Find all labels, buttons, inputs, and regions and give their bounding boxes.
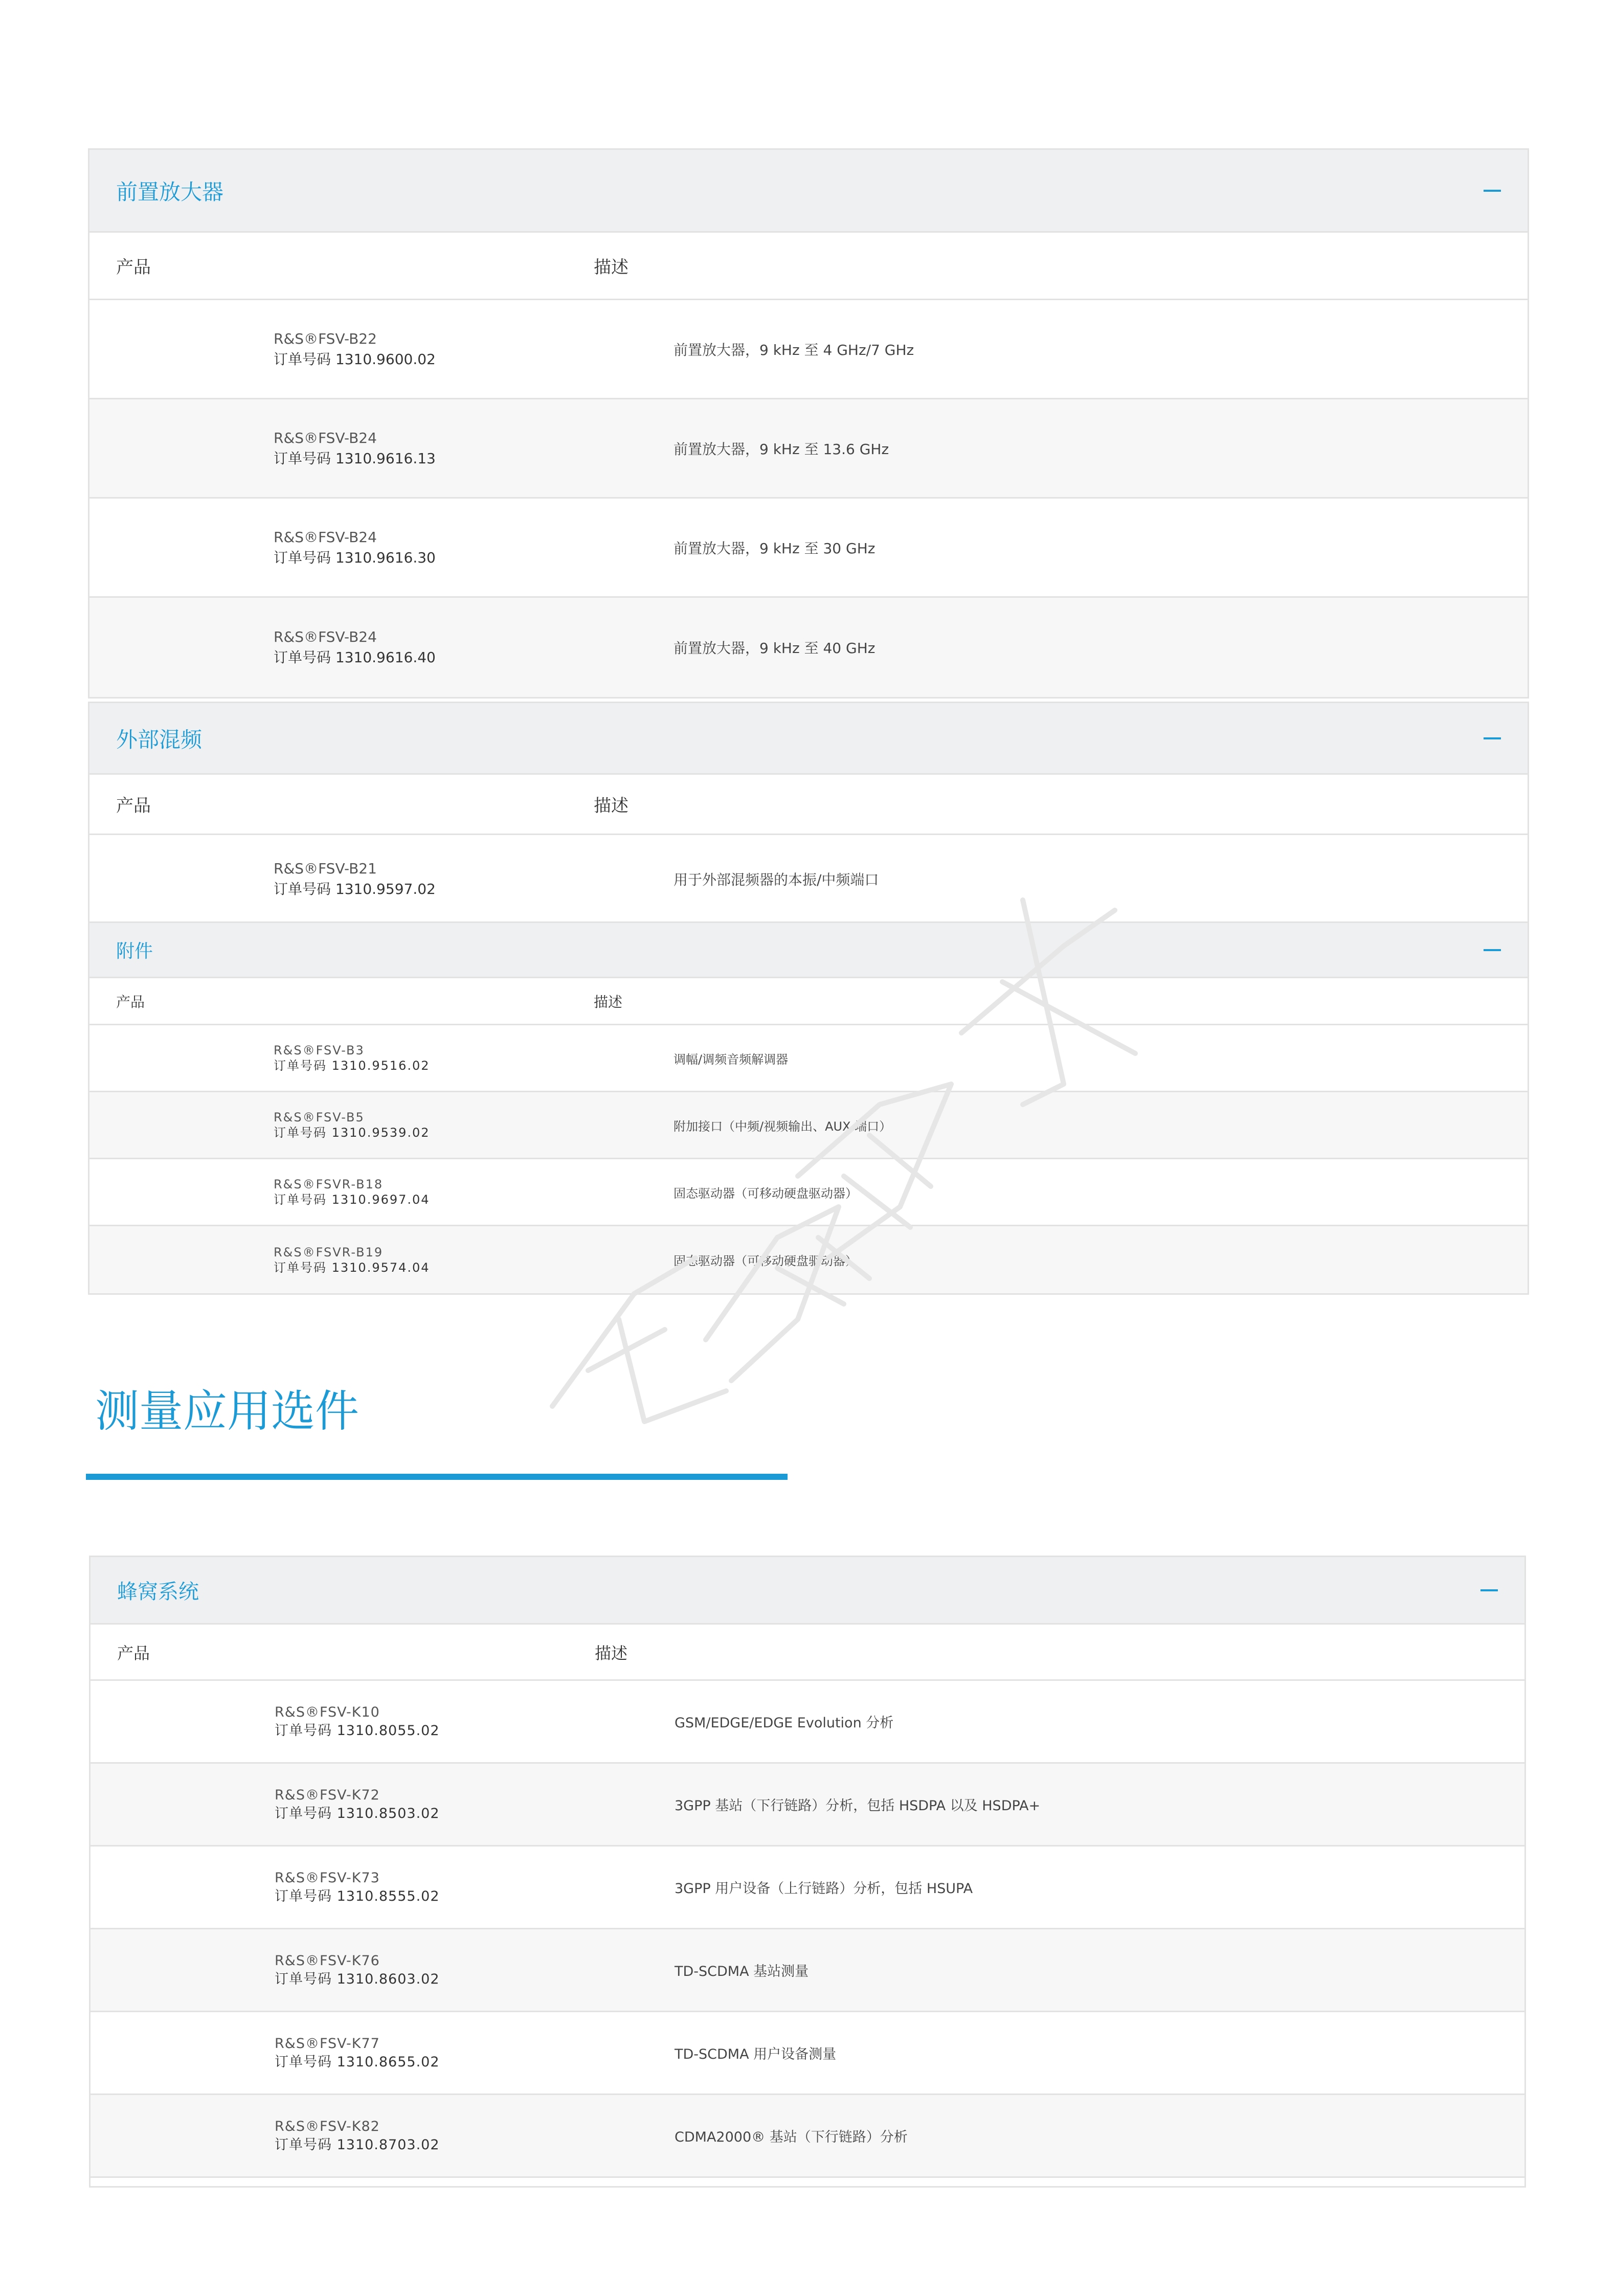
table-row [91,2095,1524,2178]
order-number: 订单号码 1310.9597.02 [274,881,436,897]
product-model: R&S®FSV-K10 [275,1704,380,1720]
column-header-row [89,978,1528,1025]
product-model: R&S®FSV-B24 [274,628,377,645]
order-number: 订单号码 1310.9616.13 [274,449,436,467]
product-model: R&S®FSV-B5 [274,1110,365,1124]
section-header-preamp[interactable] [89,150,1528,233]
product-cell [89,1245,674,1275]
order-number: 订单号码 1310.9574.04 [274,1260,430,1275]
description-cell: TD-SCDMA 基站测量 [675,1964,809,1979]
section-title: 前置放大器 [116,179,224,205]
table-row [91,1764,1524,1847]
product-model: R&S®FSV-K82 [275,2118,380,2134]
minus-icon[interactable] [1484,941,1501,959]
product-cell [91,2035,675,2072]
product-model: R&S®FSV-K72 [275,1787,380,1803]
product-model: R&S®FSV-K73 [275,1870,380,1886]
minus-icon[interactable] [1484,182,1501,199]
table-row [89,1226,1528,1293]
minus-icon[interactable] [1484,730,1501,747]
column-product: 产品 [116,257,151,278]
product-model: R&S®FSV-B24 [274,528,377,546]
product-cell [89,859,674,899]
order-number: 订单号码 1310.9600.02 [274,350,436,368]
product-model: R&S®FSV-B24 [274,429,377,446]
section-preamp [88,148,1529,699]
order-number: 订单号码 1310.8703.02 [275,2136,440,2153]
product-cell [89,527,674,568]
description-cell: 固态驱动器（可移动硬盘驱动器） [674,1254,858,1268]
section-header-mixer[interactable] [89,703,1528,775]
column-description: 描述 [594,993,623,1010]
description-cell: 固态驱动器（可移动硬盘驱动器） [674,1186,858,1201]
description-cell: GSM/EDGE/EDGE Evolution 分析 [675,1715,894,1731]
order-number: 订单号码 1310.8503.02 [275,1805,440,1821]
table-row [91,1929,1524,2012]
column-product: 产品 [117,1643,150,1663]
description-cell: TD-SCDMA 用户设备测量 [675,2046,837,2062]
section-cellular [89,1556,1526,2188]
description-cell: 3GPP 基站（下行链路）分析，包括 HSDPA 以及 HSDPA+ [675,1798,1041,1814]
product-model: R&S®FSV-K76 [275,1952,380,1969]
heading-underline [86,1474,788,1480]
column-header-row [89,775,1528,835]
column-product: 产品 [116,993,145,1010]
column-header-row [89,233,1528,300]
order-number: 订单号码 1310.8603.02 [275,1971,440,1987]
table-row [91,1681,1524,1764]
section-mixer [88,702,1529,925]
column-description: 描述 [595,1643,628,1663]
table-row [89,399,1528,499]
order-number: 订单号码 1310.8555.02 [275,1888,440,1904]
description-cell: 3GPP 用户设备（上行链路）分析，包括 HSUPA [675,1881,973,1897]
product-model: R&S®FSV-B22 [274,330,377,347]
minus-icon[interactable] [1480,1582,1498,1599]
description-cell: 前置放大器，9 kHz 至 4 GHz/7 GHz [674,341,914,358]
product-cell [89,1043,674,1073]
product-cell [89,428,674,469]
order-number: 订单号码 1310.9516.02 [274,1059,430,1073]
section-header-accessories[interactable] [89,923,1528,978]
order-number: 订单号码 1310.8055.02 [275,1722,440,1739]
column-description: 描述 [594,257,629,278]
product-model: R&S®FSV-B21 [274,860,377,877]
order-number: 订单号码 1310.9616.40 [274,649,436,666]
table-row [91,1847,1524,1929]
description-cell: 用于外部混频器的本振/中频端口 [674,871,879,888]
table-row [89,1025,1528,1092]
order-number: 订单号码 1310.8655.02 [275,2054,440,2070]
product-cell [91,1869,675,1906]
product-cell [91,2118,675,2154]
column-description: 描述 [594,796,629,816]
section-title: 外部混频 [116,727,203,752]
description-cell: CDMA2000® 基站（下行链路）分析 [675,2129,908,2145]
product-cell [91,1952,675,1989]
product-model: R&S®FSVR-B18 [274,1177,384,1191]
table-row [89,598,1528,697]
product-model: R&S®FSV-K77 [275,2035,380,2052]
description-cell: 调幅/调频音频解调器 [674,1052,789,1067]
order-number: 订单号码 1310.9697.04 [274,1192,430,1207]
section-header-cellular[interactable] [91,1557,1524,1625]
table-row [91,2012,1524,2095]
section-title: 蜂窝系统 [117,1580,199,1604]
product-cell [89,1177,674,1207]
section-accessories [88,921,1529,1295]
table-row [89,1092,1528,1159]
product-model: R&S®FSVR-B19 [274,1245,384,1259]
product-model: R&S®FSV-B3 [274,1043,365,1057]
page-heading: 测量应用选件 [95,1386,359,1437]
order-number: 订单号码 1310.9616.30 [274,549,436,566]
product-cell [91,1786,675,1823]
product-cell [89,627,674,668]
column-header-row [91,1625,1524,1681]
table-row [89,1159,1528,1226]
table-row-partial [91,2178,1524,2186]
description-cell: 前置放大器，9 kHz 至 40 GHz [674,640,876,657]
description-cell: 附加接口（中频/视频输出、AUX 端口） [674,1119,892,1134]
description-cell: 前置放大器，9 kHz 至 13.6 GHz [674,440,889,458]
table-row [89,300,1528,399]
product-cell [89,1110,674,1140]
column-product: 产品 [116,796,151,816]
table-row [89,835,1528,923]
product-cell [91,1703,675,1740]
order-number: 订单号码 1310.9539.02 [274,1126,430,1140]
product-cell [89,329,674,370]
section-title: 附件 [116,941,153,962]
description-cell: 前置放大器，9 kHz 至 30 GHz [674,539,876,557]
table-row [89,499,1528,598]
